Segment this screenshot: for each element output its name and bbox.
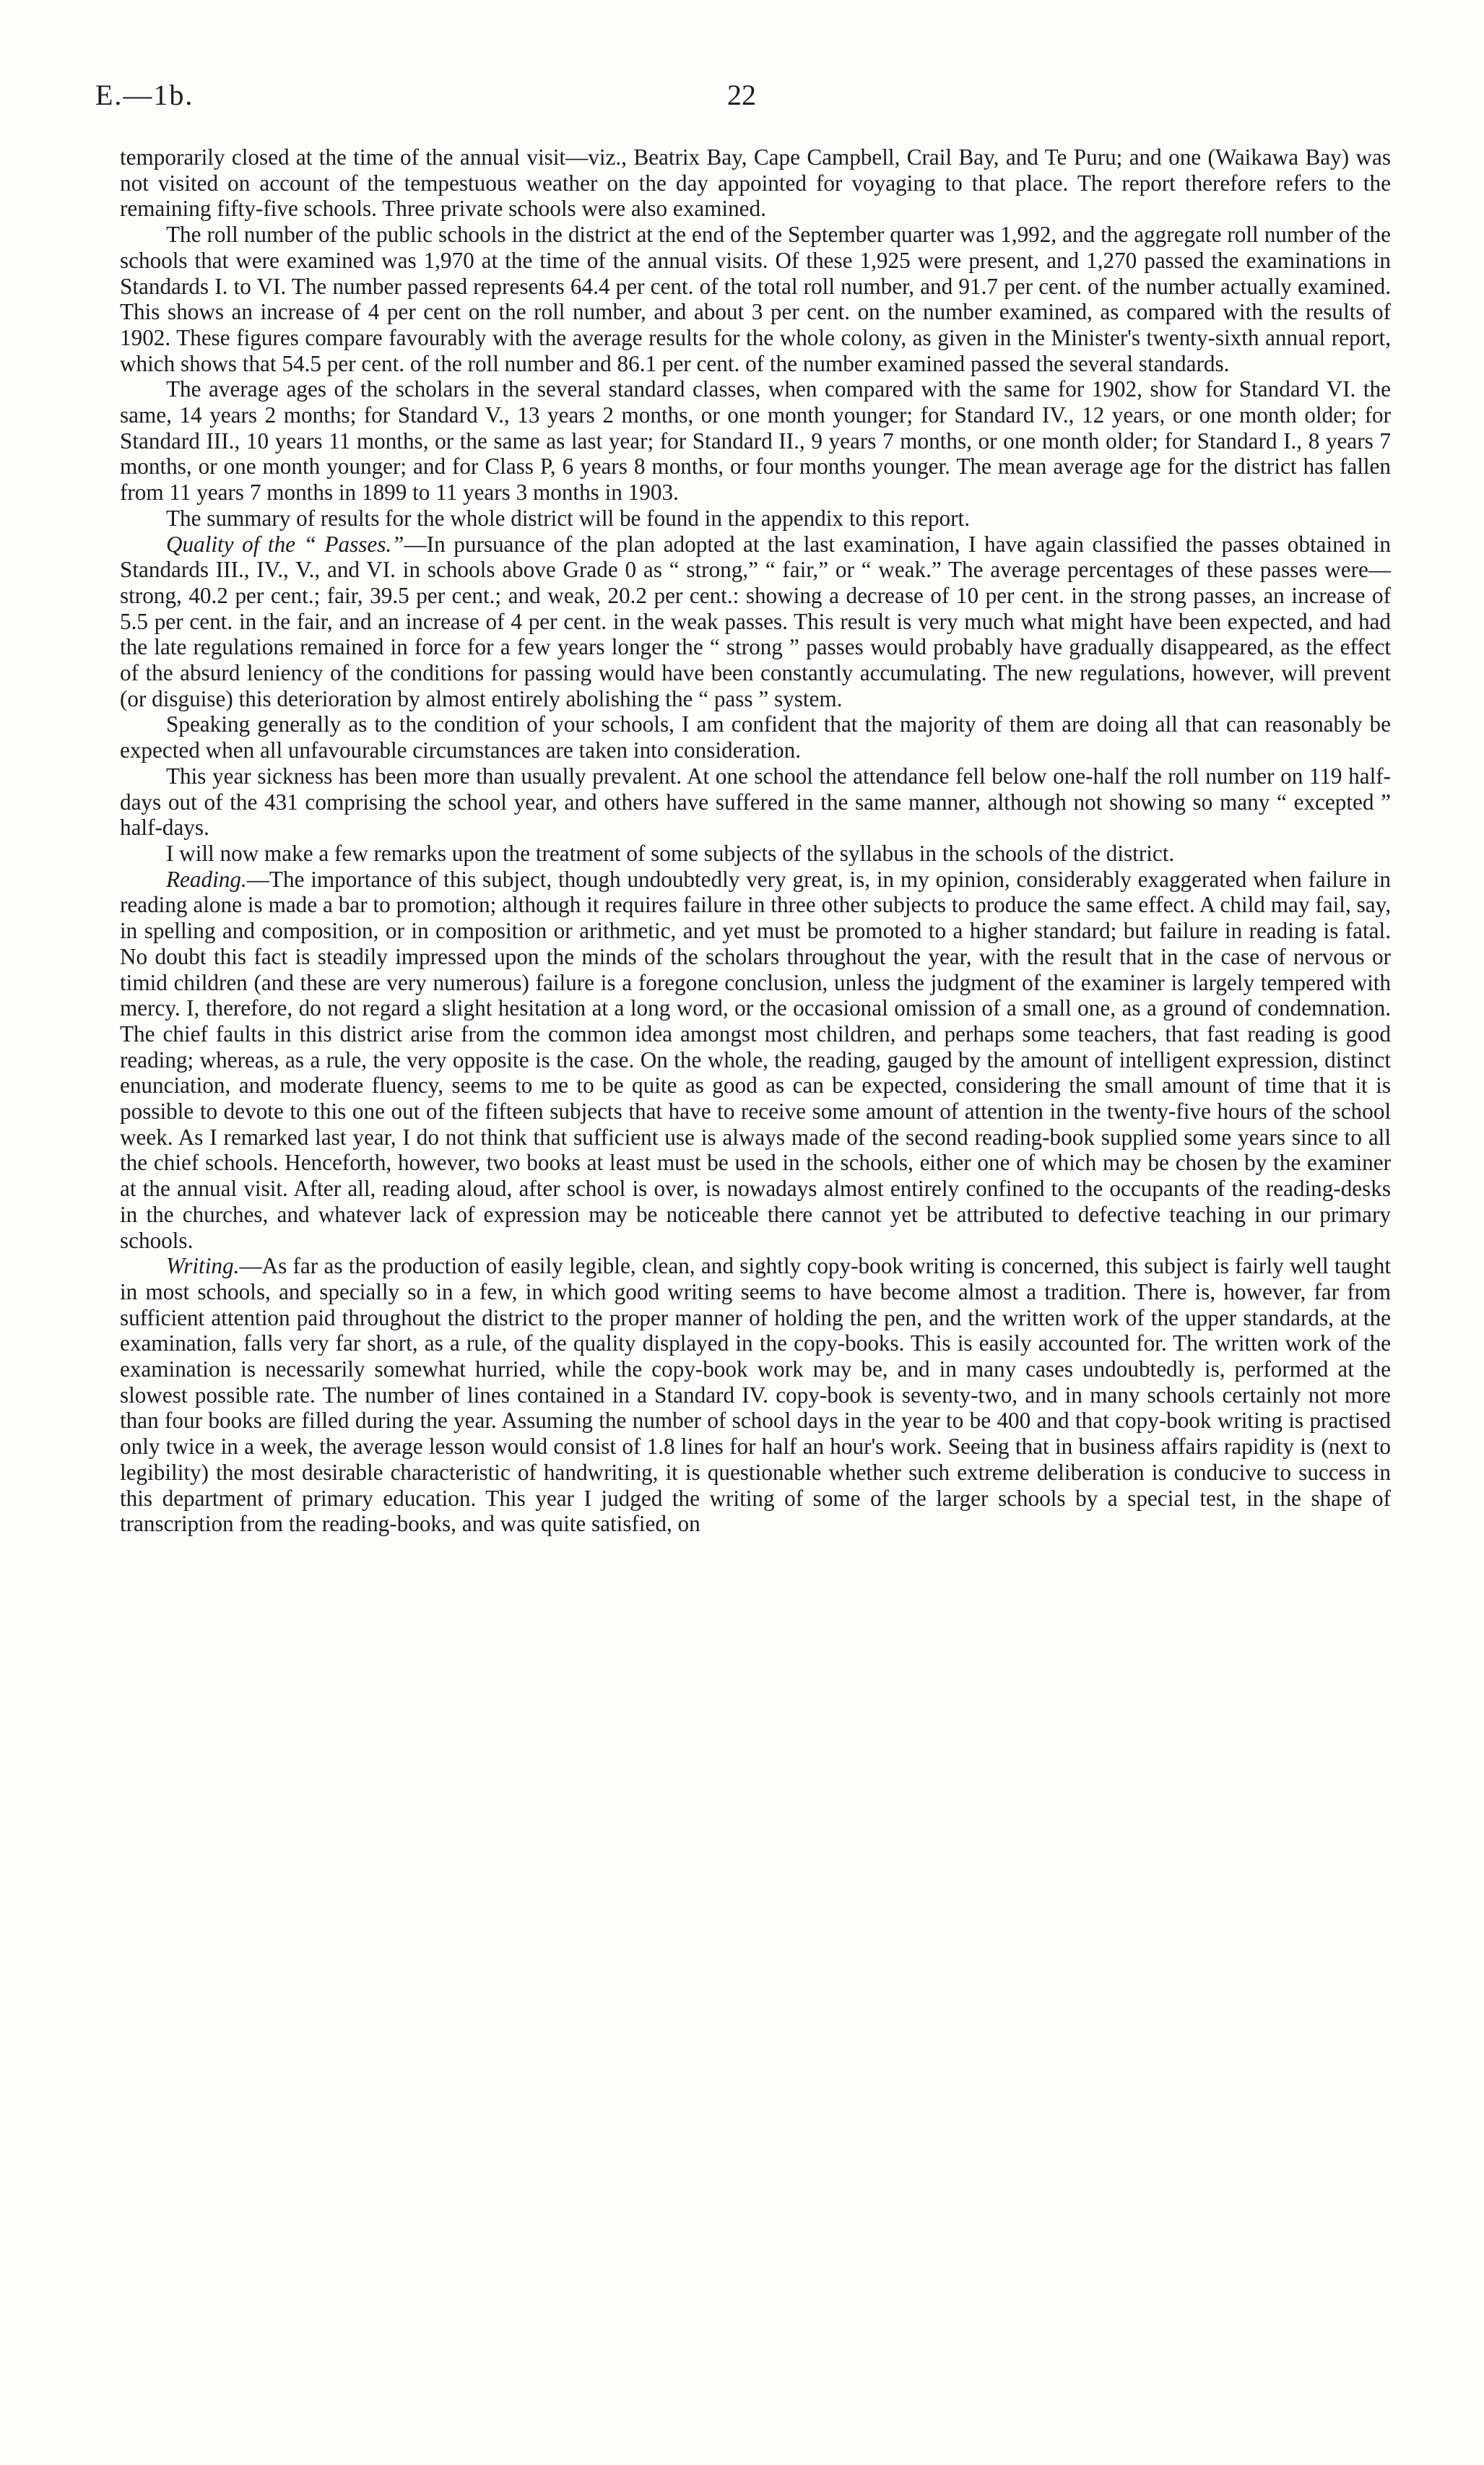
paragraph-text: —In pursuance of the plan adopted at the last examination, I have again classified the passes obtained in Standards III., IV., V., and VI. in schools above Grade 0 as “ strong,” “ fair,” or “ weak.” The average percentages of these passes were—strong, 40.2 per cent.; fair, 39.5 per cent.; and weak, 20.2 per cent.: showing a decrease of 10 per cent. in the strong passes, an increase of 5.5 per cent. in the fair, and an increase of 4 per cent. in the weak passes. This result is very much what might have been expected, and had the late regulations remained in force for a few years longer the “ strong ” passes would probably have gradually disappeared, as the effect of the absurd leniency of the conditions for passing would have been constantly accumulating. The new regulations, however, will prevent (or disguise) this deterioration by almost entirely abolishing the “ pass ” system. — [120, 531, 1391, 711]
section-heading: Reading. — [166, 866, 247, 892]
section-heading: Writing. — [166, 1253, 240, 1279]
paragraph-text: —The importance of this subject, though undoubtedly very great, is, in my opinion, considerably exaggerated when failure in reading alone is made a bar to promotion; although it requires failure in three other subjects to produce the same effect. A child may fail, say, in spelling and composition, or in composition or arithmetic, and yet must be promoted to a higher standard; but failure in reading is fatal. No doubt this fact is steadily impressed upon the minds of the scholars throughout the year, with the result that in the case of nervous or timid children (and these are very numerous) failure is a foregone conclusion, unless the judgment of the examiner is largely tempered with mercy. I, therefore, do not regard a slight hesitation at a long word, or the occasional omission of a small one, as a ground of condemnation. The chief faults in this district arise from the common idea amongst most children, and perhaps some teachers, that fast reading is good reading; whereas, as a rule, the very opposite is the case. On the whole, the reading, gauged by the amount of intelligent expression, distinct enunciation, and moderate fluency, seems to me to be quite as good as can be expected, considering the small amount of time that it is possible to devote to this one out of the fifteen subjects that have to receive some amount of attention in the twenty-five hours of the school week. As I remarked last year, I do not think that sufficient use is always made of the second reading-book supplied some years since to all the chief schools. Henceforth, however, two books at least must be used in the schools, either one of which may be chosen by the examiner at the annual visit. After all, reading aloud, after school is over, is nowadays almost entirely confined to the occupants of the reading-desks in the churches, and whatever lack of expression may be noticeable there cannot yet be attributed to defective teaching in our primary schools. — [120, 866, 1391, 1253]
page-number: 22 — [727, 79, 756, 111]
section-heading: Quality of the “ Passes.” — [166, 531, 404, 557]
body-text — [120, 144, 1391, 1537]
paragraph — [120, 222, 1391, 376]
paragraph — [120, 841, 1391, 867]
paragraph — [120, 532, 1391, 712]
paragraph-text: The summary of results for the whole district will be found in the appendix to this report. — [166, 505, 970, 531]
paragraph — [120, 376, 1391, 506]
paragraph-text: temporarily closed at the time of the annual visit—viz., Beatrix Bay, Cape Campbell, Crail Bay, and Te Puru; and one (Waikawa Bay) was not visited on account of the tempestuous weather on the day appointed for voyaging to that place. The report therefore refers to the remaining fifty-five schools. Three private schools were also examined. — [120, 144, 1391, 222]
paragraph — [120, 867, 1391, 1254]
page-header — [95, 78, 1388, 121]
paragraph — [120, 506, 1391, 532]
paragraph-text: Speaking generally as to the condition of your schools, I am confident that the majority of them are doing all that can reasonably be expected when all unfavourable circumstances are taken into consideration. — [120, 711, 1391, 763]
paragraph-text: This year sickness has been more than usually prevalent. At one school the attendance fell below one-half the roll number on 119 half-days out of the 431 comprising the school year, and others have suffered in the same manner, although not showing so many “ excepted ” half-days. — [120, 763, 1391, 841]
paragraph-text: —As far as the production of easily legible, clean, and sightly copy-book writing is concerned, this subject is fairly well taught in most schools, and specially so in a few, in which good writing seems to have become almost a tradition. There is, however, far from sufficient attention paid throughout the district to the proper manner of holding the pen, and the written work of the upper standards, at the examination, falls very far short, as a rule, of the quality displayed in the copy-books. This is easily accounted for. The written work of the examination is necessarily somewhat hurried, while the copy-book work may be, and in many cases undoubtedly is, performed at the slowest possible rate. The number of lines contained in a Standard IV. copy-book is seventy-two, and in many schools certainly not more than four books are filled during the year. Assuming the number of school days in the year to be 400 and that copy-book writing is practised only twice in a week, the average lesson would consist of 1.8 lines for half an hour's work. Seeing that in business affairs rapidity is (next to legibility) the most desirable characteristic of handwriting, it is questionable whether such extreme deliberation is conducive to success in this department of primary education. This year I judged the writing of some of the larger schools by a special test, in the shape of transcription from the reading-books, and was quite satisfied, on — [120, 1253, 1391, 1537]
paragraph — [120, 144, 1391, 222]
paragraph-text: The roll number of the public schools in the district at the end of the September quarter was 1,992, and the aggregate roll number of the schools that were examined was 1,970 at the time of the annual visits. Of these 1,925 were present, and 1,270 passed the examinations in Standards I. to VI. The number passed represents 64.4 per cent. of the total roll number, and 91.7 per cent. of the number actually examined. This shows an increase of 4 per cent on the roll number, and about 3 per cent. on the number examined, as compared with the results of 1902. These figures compare favourably with the average results for the whole colony, as given in the Minister's twenty-sixth annual report, which shows that 54.5 per cent. of the roll number and 86.1 per cent. of the number examined passed the several standards. — [120, 222, 1391, 376]
paragraph — [120, 763, 1391, 841]
paragraph-text: The average ages of the scholars in the several standard classes, when compared with the same for 1902, show for Standard VI. the same, 14 years 2 months; for Standard V., 13 years 2 months, or one month younger; for Standard IV., 12 years, or one month older; for Standard III., 10 years 11 months, or the same as last year; for Standard II., 9 years 7 months, or one month older; for Standard I., 8 years 7 months, or one month younger; and for Class P, 6 years 8 months, or four months younger. The mean average age for the district has fallen from 11 years 7 months in 1899 to 11 years 3 months in 1903. — [120, 376, 1391, 506]
paragraph — [120, 1253, 1391, 1537]
paragraph — [120, 711, 1391, 763]
document-code: E.—1b. — [95, 79, 194, 111]
paragraph-text: I will now make a few remarks upon the treatment of some subjects of the syllabus in the schools of the district. — [166, 840, 1175, 866]
